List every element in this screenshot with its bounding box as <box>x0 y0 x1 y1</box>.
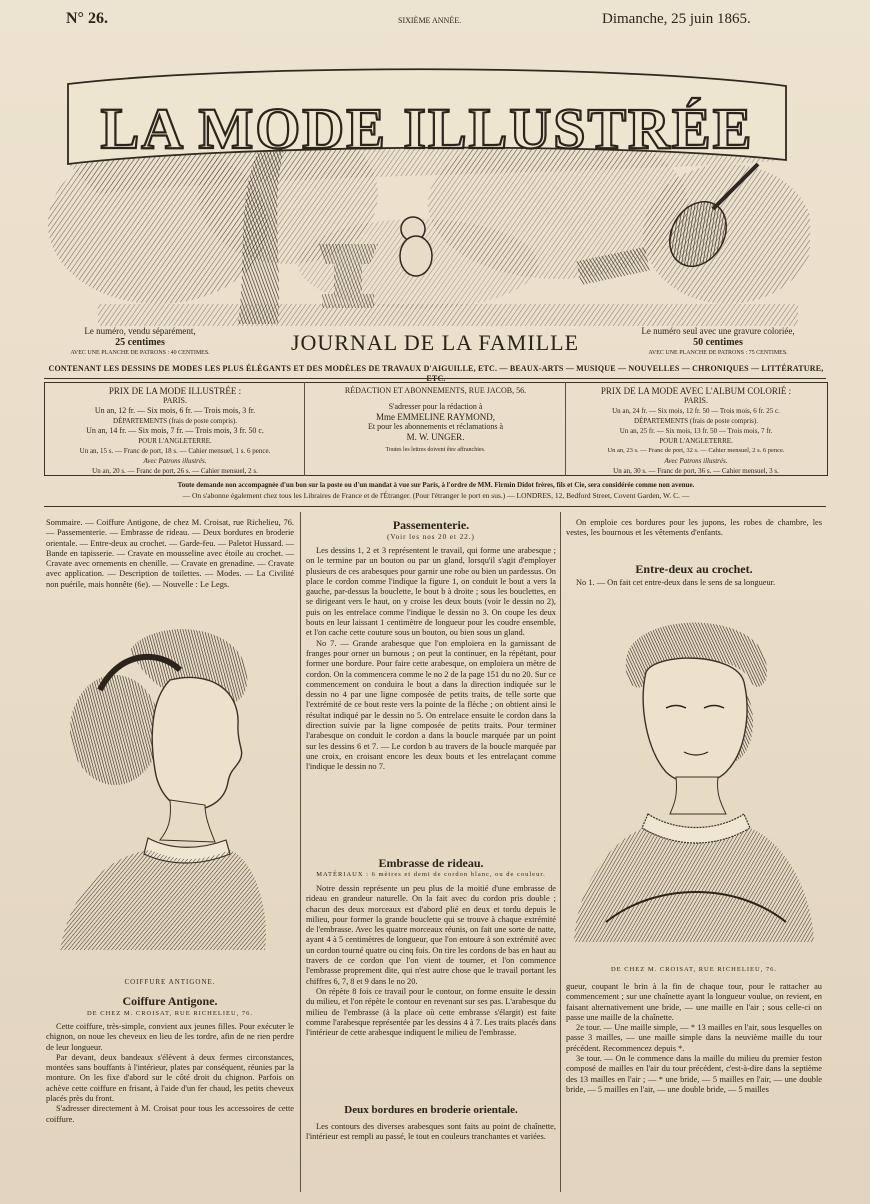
box-right-l3: Un an, 23 s. — Franc de port, 32 s. — Cahier mensuel, 2 s. 6 pence. <box>607 447 785 454</box>
box-mid-title: RÉDACTION ET ABONNEMENTS, RUE JACOB, 56. <box>344 386 527 395</box>
passementerie-p1: Les dessins 1, 2 et 3 représentent le travail, qui forme une arabesque ; on le termine par un bouton ou par un gland, lorsqu'il s'agit d'employer plusieurs de ces arabesques pour garnir une robe ou bien un pardessus. On place le cordon comme l'indique la figure 1, on conduit le bout a vers la gauche, par-dessus la bouclette, le bout b à droite ; sous les bouclettes, en se dirigeant vers le haut, on y croise les deux bouts (voir le dessin no 2), puis on les entrelace comme l'indique le dessin no 3. On coupe les deux bouts en leur laissant 1 centimètre de longueur pour les coudre ensemble, et l'on cache cette couture sous un bouton, ou bien sous un gland. <box>306 546 556 638</box>
bordures-p1: Les contours des diverses arabesques sont faits au point de chaînette, l'intérieur est rempli au passé, le tout en couleurs tranchantes et variées. <box>306 1122 556 1142</box>
heading-entre-deux: Entre-deux au crochet. <box>635 562 753 576</box>
column-divider-1 <box>300 512 301 1192</box>
issue-date: Dimanche, 25 juin 1865. <box>602 11 751 27</box>
rule-notice <box>44 506 826 507</box>
box-mid-l1: S'adresser pour la rédaction à <box>388 402 483 411</box>
box-left-title: PRIX DE LA MODE ILLUSTRÉE : <box>108 386 242 396</box>
sub-passementerie: (Voir les nos 20 et 22.) <box>387 533 475 541</box>
coiffure-p2: Par devant, deux bandeaux s'élèvent à deux fermes circonstances, montées sans bouffants à l'intérieur, plates par conséquent, réunies par la monture. On les fixe d'abord sur le côté droit du chignon. Parfois on achève cette coiffure en frisant, à l'aide d'un fer chaud, les petits cheveux placés près du front. <box>46 1052 294 1104</box>
heading-bordures: Deux bordures en broderie orientale. <box>344 1104 518 1116</box>
embrasse-p2: On répète 8 fois ce travail pour le contour, on forme ensuite le dessin du milieu, et l'on répète le contour en revenant sur ses pas. L'arabesque du milieu de l'embrasse (à la place où cette embrasse s'élargit) est faite comme l'arabesque représentée par les dessins 4 à 7. Les traits placés dans l'intérieur de cette arabesque indiquent le milieu de l'embrasse. <box>306 986 556 1038</box>
heading-passementerie: Passementerie. <box>392 518 470 532</box>
coiffure-p1: Cette coiffure, très-simple, convient aux jeunes filles. Pour exécuter le chignon, on noue les cheveux en lieu de les tordre, afin de ne rien perdre de leur longueur. <box>46 1022 294 1052</box>
box-right-ang: POUR L'ANGLETERRE. <box>659 437 733 445</box>
box-left-l2: Un an, 14 fr. — Six mois, 7 fr. — Trois mois, 3 fr. 50 c. <box>86 426 264 435</box>
sub-embrasse: MATÉRIAUX : 6 mètres et demi de cordon blanc, ou de couleur. <box>316 871 546 878</box>
box-left-paris: PARIS. <box>163 396 187 405</box>
price-right-line2: 50 centimes <box>693 337 743 348</box>
col3-p0: On emploie ces bordures pour les jupons, les robes de chambre, les vestes, les bournous et les vêtements d'enfants. <box>566 518 822 538</box>
embrasse-p1: Notre dessin représente un peu plus de la moitié d'une embrasse de rideau en grandeur naturelle. On la fait avec du cordon pris double ; chacun des deux morceaux est d'abord plié en deux et tordu depuis le milieu, pour former la grande bouclette qui se trouve à chaque extrémité de l'embrasse. Avec les quatre morceaux réunis, on fait une sorte de natte, ayant 4 à 5 centimètres de longueur, que l'on entoure à son extrémité avec un cordon tourné quatre ou cinq fois. On tire les cordons de bas en haut au travers de ce cordon que l'on vient de tourner, et l'on commence l'embrasse proprement dite, qui n'est autre chose que le travail portant les chiffres 6, 7, 8 et 9 dans le no 20. <box>306 884 556 986</box>
box-right <box>568 386 824 476</box>
box-right-avec: Avec Patrons illustrés. <box>664 457 728 465</box>
box-left-l4: Un an, 20 s. — Franc de port, 26 s. — Cahier mensuel, 2 s. <box>92 467 258 475</box>
entre-deux-intro <box>566 578 822 592</box>
issue-number: N° 26. <box>66 10 108 27</box>
portrait-croisat <box>566 592 822 962</box>
price-right <box>628 326 808 359</box>
entre-deux-p2: gueur, coupant le brin à la fin de chaque tour, pour le rattacher au commencement ; sur une chaînette ayant la longueur voulue, on revient, en faisant alternativement une bride, — une maille en l'air ; sous celle-ci on passe une maille de la chaînette. <box>566 982 822 1022</box>
col3-intro <box>566 518 822 554</box>
box-mid-l3: Et pour les abonnements et réclamations à <box>367 422 504 431</box>
notice-line1: Toute demande non accompagnée d'un bon sur la poste ou d'un mandat à vue sur Paris, à l'ordre de MM. Firmin Didot frères, fils et Cie, sera considérée comme non avenue. <box>177 481 695 489</box>
box-left-ang: POUR L'ANGLETERRE. <box>138 437 212 445</box>
entre-deux-p3: 2e tour. — Une maille simple, — * 13 mailles en l'air, sous lesquelles on passe 3 mailles, — une maille simple dans la neuvième maille du tour précédent. Recommencez depuis *. <box>566 1023 822 1053</box>
caption-antigone: COIFFURE ANTIGONE. <box>124 978 216 986</box>
entre-deux-text <box>566 982 822 1192</box>
sub-coiffure: DE CHEZ M. CROISAT, RUE RICHELIEU, 76. <box>86 1010 254 1017</box>
portrait-antigone <box>40 610 280 980</box>
coiffure-text <box>46 1022 294 1194</box>
price-right-line3: AVEC UNE PLANCHE DE PATRONS : 75 CENTIMES. <box>648 350 788 356</box>
entre-deux-p1: No 1. — On fait cet entre-deux dans le sens de sa longueur. <box>576 578 776 587</box>
notice-line2: — On s'abonne également chez tous les Libraires de France et de l'Étranger. (Pour l'étranger le port en sus.) — LONDRES, 12, Bedford Street, Covent Garden, W. C. — <box>182 491 690 500</box>
contents-banner: CONTENANT LES DESSINS DE MODES LES PLUS ÉLÉGANTS ET DES MODÈLES DE TRAVAUX D'AIGUILLE, ETC. — BEAUX-ARTS — MUSIQUE — NOUVELLES — CHRONIQUES — LITTÉRATURE, <box>48 364 824 373</box>
box-left-l1: Un an, 12 fr. — Six mois, 6 fr. — Trois mois, 3 fr. <box>94 406 256 415</box>
box-right-l1: Un an, 24 fr. — Six mois, 12 fr. 50 — Trois mois, 6 fr. 25 c. <box>612 407 780 415</box>
heading-coiffure: Coiffure Antigone. <box>122 994 218 1008</box>
box-mid <box>308 386 563 455</box>
entre-deux-p4: 3e tour. — On le commence dans la maille du milieu du premier feston composé de mailles en l'air du tour précédent, c'est-à-dire dans la septième des 13 mailles en l'air ; — * une bride, — 5 mailles en l'air, — une double bride, — 5 mailles en l'air, — une double bride, — 5 mailles <box>566 1054 822 1094</box>
box-left-avec: Avec Patrons illustrés. <box>143 457 207 465</box>
price-left-line3: AVEC UNE PLANCHE DE PATRONS : 40 CENTIMES. <box>70 350 210 356</box>
masthead-engraving <box>38 24 810 328</box>
box-left <box>48 386 302 476</box>
box-mid-l4: M. W. UNGER. <box>406 432 465 442</box>
price-left-line2: 25 centimes <box>115 337 165 348</box>
box-right-title: PRIX DE LA MODE AVEC L'ALBUM COLORIÉ : <box>600 386 792 396</box>
box-mid-l2: Mme EMMELINE RAYMOND, <box>376 412 495 422</box>
passementerie-text <box>306 546 556 848</box>
heading-embrasse: Embrasse de rideau. <box>378 856 484 870</box>
coiffure-p3: S'adresser directement à M. Croisat pour tous les accessoires de cette coiffure. <box>46 1104 294 1124</box>
caption-croisat: DE CHEZ M. CROISAT, RUE RICHELIEU, 76. <box>610 966 778 973</box>
column-divider-2 <box>560 512 561 1192</box>
price-left-line1: Le numéro, vendu séparément, <box>84 326 196 336</box>
embrasse-text <box>306 884 556 1098</box>
box-right-l4: Un an, 30 s. — Franc de port, 36 s. — Cahier mensuel, 3 s. <box>613 467 779 475</box>
issue-year: SIXIÈME ANNÉE. <box>398 16 462 25</box>
masthead-subtitle: JOURNAL DE LA FAMILLE <box>290 330 580 355</box>
box-right-paris: PARIS. <box>684 396 708 405</box>
box-mid-l5: Toutes les lettres doivent être affranchies. <box>385 447 486 453</box>
sommaire: Sommaire. — Coiffure Antigone, de chez M. Croisat, rue Richelieu, 76. — Passementerie. — Embrasse de rideau. — Deux bordures en broderie orientale. — Entre-deux au crochet. — Garde-feu. — Paletot Hussard. — Bande en tapisserie. — Cravate en mousseline avec étoile au crochet. — Cravate avec ornements en chenille. — Cravate en grenadine. — Cravate avec application. — Description de toilettes. — Modes. — La Civilité non puérile, mais honnête (6e). — Nouvelle : Le Legs. <box>46 518 294 589</box>
box-right-l2: Un an, 25 fr. — Six mois, 13 fr. 50 — Trois mois, 7 fr. <box>619 427 773 435</box>
bordures-text <box>306 1122 556 1192</box>
box-left-dep: DÉPARTEMENTS (frais de poste compris). <box>113 417 237 425</box>
box-left-l3: Un an, 15 s. — Franc de port, 18 s. — Cahier mensuel, 1 s. 6 pence. <box>79 447 271 455</box>
price-right-line1: Le numéro seul avec une gravure coloriée, <box>641 326 795 336</box>
box-right-dep: DÉPARTEMENTS (frais de poste compris). <box>634 417 758 425</box>
box-divider-1 <box>304 382 305 476</box>
box-divider-2 <box>565 382 566 476</box>
price-left <box>60 326 220 359</box>
passementerie-p2: No 7. — Grande arabesque que l'on emploiera en la garnissant de franges pour orner un burnous ; on peut la continuer, en la répétant, pour former une bordure. Pour faire cette arabesque, on emploiera un mètre de cordon. On la commencera comme le no 2 de la page 151 du no 20. Sur ce commencement on conduira le bout a dans la direction indiquée sur le dessin no 4 par une ligne composée de petits traits, de telle sorte que l'extrémité de ce bout reste vers la pointe de la flèche ; on obtient ainsi le résultat indiqué par le dessin no 5. On entrelace ensuite le cordon dans la direction suivie par la ligne composée de petits traits. Pour terminer l'arabesque on conduit le cordon a dans la boucle marquée par un point sur les dessins 6 et 7. — Le cordon b au travers de la boucle marquée par une croix, en croisant encore les deux bouts et les entrelaçant comme l'indique le dessin no 7. <box>306 638 556 772</box>
rule-top <box>44 378 826 379</box>
masthead-title: LA MODE ILLUSTRÉE <box>100 96 754 161</box>
